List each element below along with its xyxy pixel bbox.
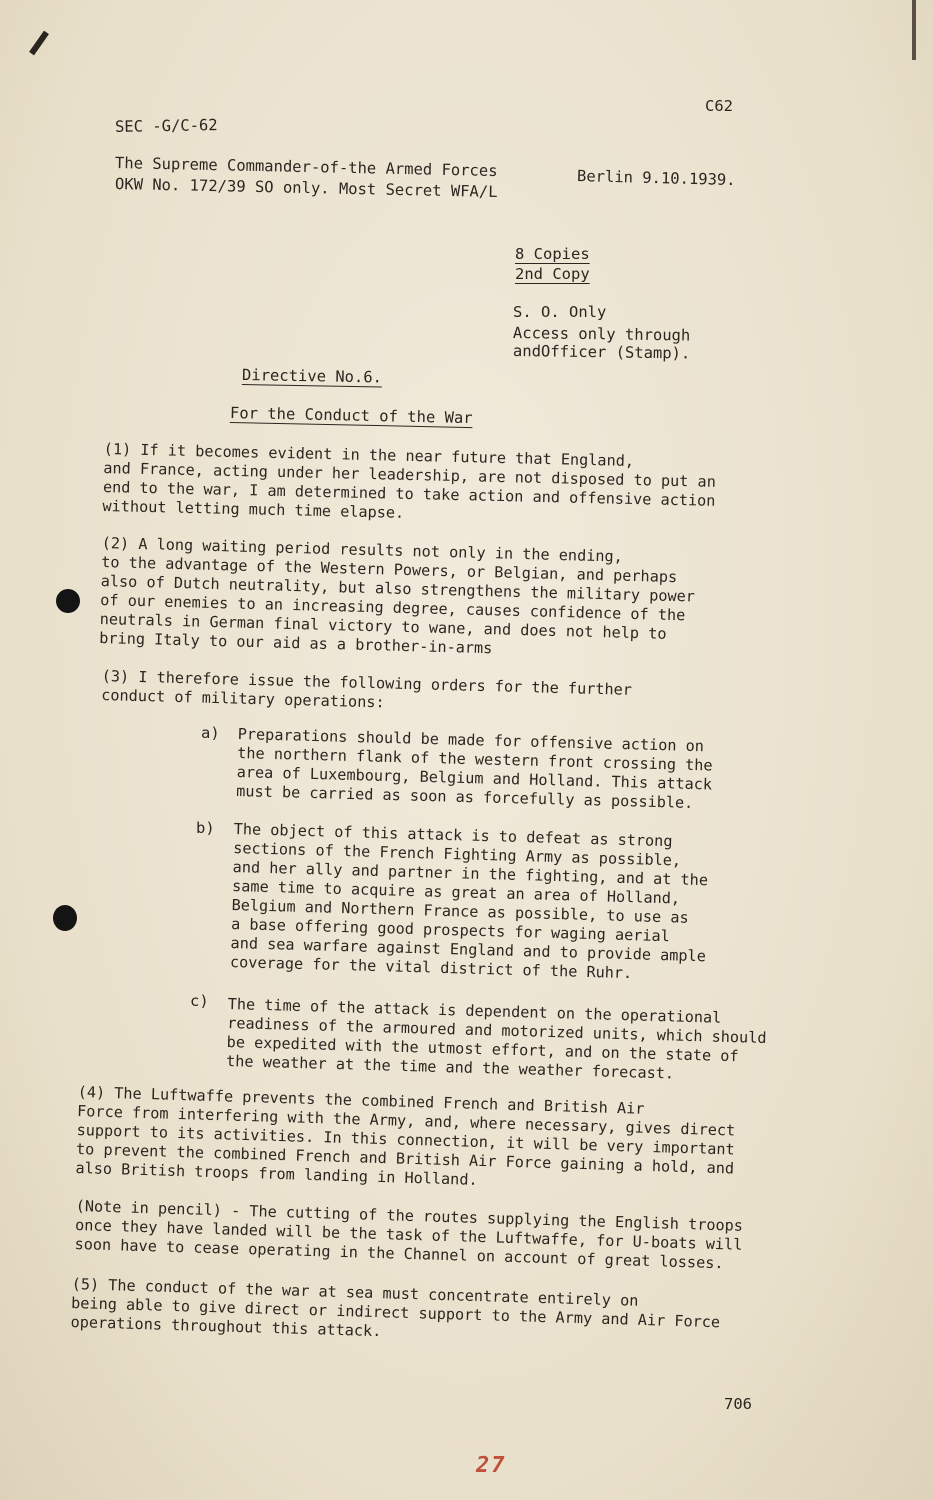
sender-line: The Supreme Commander-of-the Armed Forces: [114, 154, 498, 181]
red-folio-number: 27: [476, 1453, 507, 1478]
punch-hole-bottom: [53, 905, 77, 931]
paragraph-3: (3) I therefore issue the following orders for the further conduct of military operations:: [101, 667, 633, 712]
item-b-label: b): [196, 819, 215, 837]
item-c-label: c): [190, 992, 209, 1010]
access-line: Access only through: [512, 324, 691, 345]
paragraph-4: (4) The Luftwaffe prevents the combined French and British Air Force from interfering with the Army, and, where necessary, gives direct support to its activities. In this connection, it will be very important to prevent the combined French and British Air Force gaining a hold, and also British troops from landing in Holland.: [75, 1083, 736, 1189]
item-b-text: The object of this attack is to defeat as strong sections of the French Fighting Army as possible, and her ally and partner in the fighting, and at the same time to acquire as great an area of Holland, Belgium and Northern France as possible, to use as a base offering good prospects for waging aerial and sea warfare against England and to provide ample coverage for the vital district of the Ruhr.: [229, 820, 709, 983]
paragraph-1: (1) If it becomes evident in the near future that England, and France, acting under her leadership, are not disposed to put an end to the war, I am determined to take action and offensive action without letting much time elapse.: [102, 440, 717, 522]
frame-number: C62: [705, 97, 733, 115]
directive-subtitle: For the Conduct of the War: [229, 404, 473, 428]
item-a-label: a): [201, 724, 220, 742]
punch-hole-top: [56, 589, 80, 613]
edge-mark-right: [912, 0, 916, 60]
item-a-text: Preparations should be made for offensive action on the northern flank of the western front crossing the area of Luxembourg, Belgium and Holland. This attack must be carried as soon as forcefully as possible.: [236, 725, 713, 812]
ink-smudge: [29, 31, 49, 56]
page-number: 706: [724, 1395, 752, 1413]
copies-count: 8 Copies: [515, 245, 590, 263]
directive-title: Directive No.6.: [241, 366, 383, 387]
document-reference: SEC -G/C-62: [114, 116, 218, 136]
reference-line: OKW No. 172/39 SO only. Most Secret WFA/L: [114, 175, 498, 202]
so-only: S. O. Only: [513, 303, 607, 321]
paragraph-2: (2) A long waiting period results not only in the ending, to the advantage of the Western Powers, or Belgian, and perhaps also of Dutch neutrality, but also strengthens the military power of our enemies to an increasing degree, causes confidence of the neutrals in German final victory to wane, and does not help to bring Italy to our aid as a brother-in-arms: [99, 534, 696, 658]
pencil-note: (Note in pencil) - The cutting of the routes supplying the English troops once they have landed will be the task of the Luftwaffe, for U-boats will soon have to cease operating in the Channel on account of great losses.: [74, 1197, 744, 1273]
place-date: Berlin 9.10.1939.: [576, 167, 736, 190]
officer-line: andOfficer (Stamp).: [512, 342, 691, 363]
paragraph-5: (5) The conduct of the war at sea must concentrate entirely on being able to give direct or indirect support to the Army and Air Force operations throughout this attack.: [70, 1275, 721, 1341]
item-c-text: The time of the attack is dependent on the operational readiness of the armoured and motorized units, which should be expedited with the utmost effort, and on the state of the weather at the time and the weather forecast.: [225, 995, 767, 1083]
copy-number: 2nd Copy: [515, 265, 590, 283]
